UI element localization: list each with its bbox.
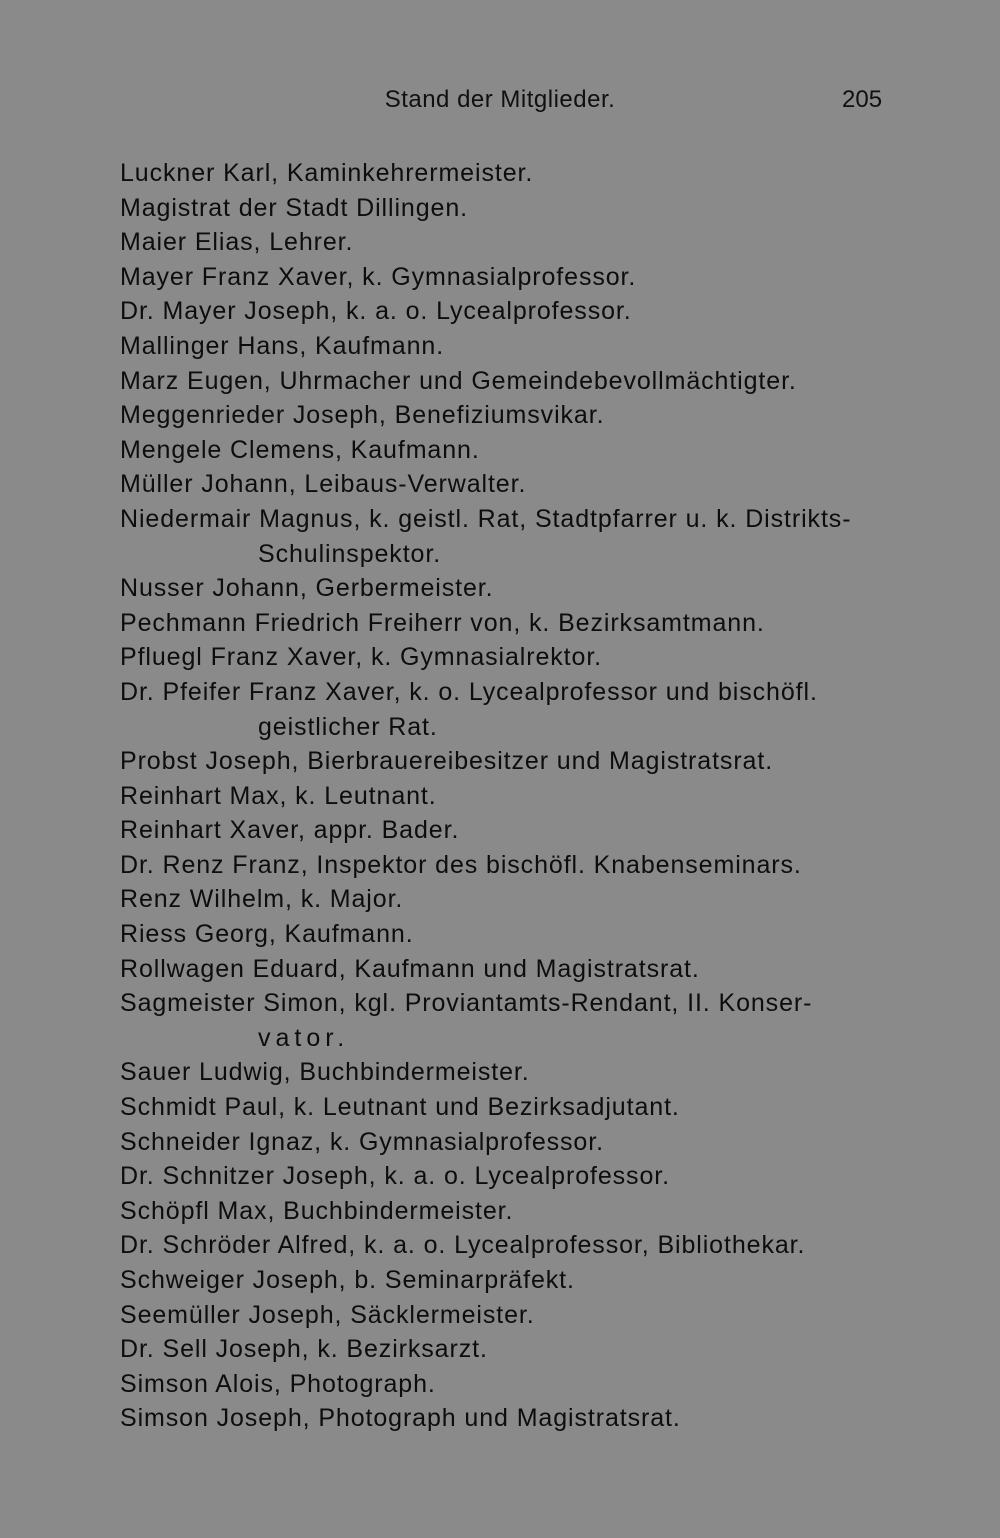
member-entry: Renz Wilhelm, k. Major. — [120, 885, 404, 914]
member-entry: Meggenrieder Joseph, Benefiziumsvikar. — [120, 401, 605, 430]
member-entry: Mayer Franz Xaver, k. Gymnasialprofessor. — [120, 262, 637, 291]
member-entry: Sagmeister Simon, kgl. Proviantamts-Rendant, II. Konser- — [120, 989, 813, 1018]
member-entry-continuation: Schulinspektor. — [258, 539, 442, 568]
member-entry: Probst Joseph, Bierbrauereibesitzer und Magistratsrat. — [120, 747, 774, 776]
member-entry: Reinhart Max, k. Leutnant. — [120, 781, 437, 810]
member-entry: Schöpfl Max, Buchbindermeister. — [120, 1196, 514, 1225]
member-entry: Dr. Pfeifer Franz Xaver, k. o. Lycealprofessor und bischöfl. — [120, 677, 818, 706]
member-entry: Mengele Clemens, Kaufmann. — [120, 435, 480, 464]
member-entry: Simson Joseph, Photograph und Magistratsrat. — [120, 1404, 681, 1433]
member-entry: Niedermair Magnus, k. geistl. Rat, Stadtpfarrer u. k. Distrikts- — [120, 504, 852, 533]
member-entry: Mallinger Hans, Kaufmann. — [120, 331, 445, 360]
member-entry: Müller Johann, Leibaus-Verwalter. — [120, 470, 527, 499]
member-entry: Maier Elias, Lehrer. — [120, 228, 354, 257]
member-entry: Dr. Renz Franz, Inspektor des bischöfl. Knabenseminars. — [120, 850, 802, 879]
member-entry: Riess Georg, Kaufmann. — [120, 920, 414, 949]
member-entry: Pechmann Friedrich Freiherr von, k. Bezirksamtmann. — [120, 608, 765, 637]
member-entry: Dr. Schnitzer Joseph, k. a. o. Lycealprofessor. — [120, 1162, 670, 1191]
page-number: 205 — [842, 86, 883, 113]
member-entry: Schweiger Joseph, b. Seminarpräfekt. — [120, 1266, 575, 1294]
member-entry: Dr. Sell Joseph, k. Bezirksarzt. — [120, 1335, 488, 1364]
running-header: Stand der Mitglieder. — [384, 86, 616, 113]
member-entry: Schmidt Paul, k. Leutnant und Bezirksadjutant. — [120, 1093, 680, 1122]
member-entry: Luckner Karl, Kaminkehrermeister. — [120, 159, 534, 187]
member-list — [120, 156, 900, 1436]
member-entry: Marz Eugen, Uhrmacher und Gemeindebevollmächtigter. — [120, 366, 797, 395]
member-entry: Sauer Ludwig, Buchbindermeister. — [120, 1058, 530, 1087]
member-entry: Schneider Ignaz, k. Gymnasialprofessor. — [120, 1127, 604, 1156]
member-entry: Reinhart Xaver, appr. Bader. — [120, 816, 460, 845]
member-entry: Dr. Mayer Joseph, k. a. o. Lycealprofessor. — [120, 297, 632, 326]
member-entry: Simson Alois, Photograph. — [120, 1369, 436, 1398]
member-entry: Pfluegl Franz Xaver, k. Gymnasialrektor. — [120, 643, 603, 672]
member-entry: Nusser Johann, Gerbermeister. — [120, 574, 494, 603]
member-entry: Seemüller Joseph, Säcklermeister. — [120, 1300, 535, 1329]
member-entry-continuation: geistlicher Rat. — [258, 712, 438, 741]
member-entry-continuation: vator. — [258, 1023, 350, 1052]
member-entry: Magistrat der Stadt Dillingen. — [120, 193, 468, 222]
member-entry: Dr. Schröder Alfred, k. a. o. Lycealprofessor, Bibliothekar. — [120, 1231, 806, 1260]
member-entry: Rollwagen Eduard, Kaufmann und Magistratsrat. — [120, 954, 700, 983]
